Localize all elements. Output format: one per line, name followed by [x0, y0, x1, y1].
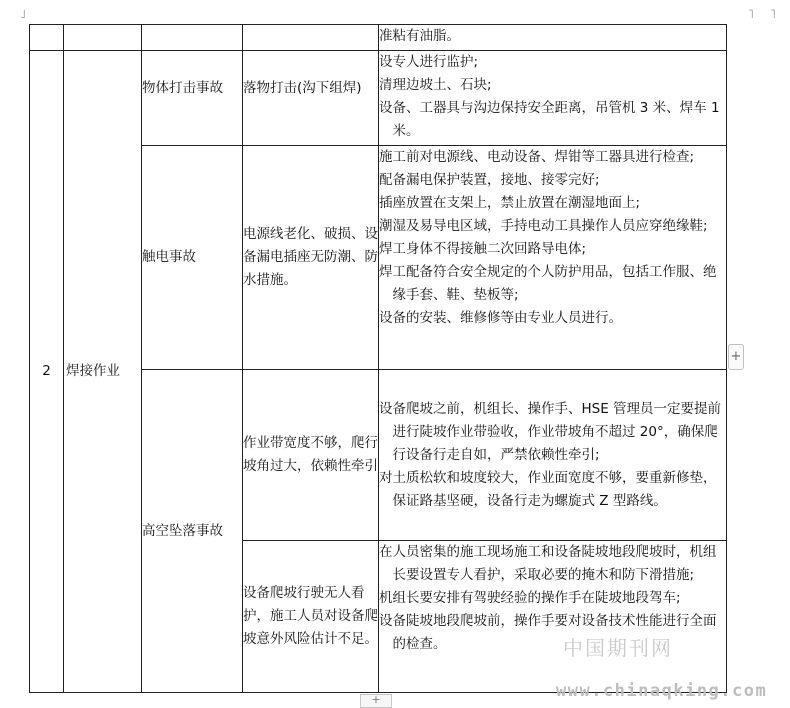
watermark-url: www.chinaqking.com	[556, 681, 768, 701]
row-number: 2	[30, 51, 64, 693]
measure-item: 设备陡坡地段爬坡前，操作手要对设备技术性能进行全面的检查。	[379, 613, 717, 652]
accident-type: 触电事故	[142, 146, 243, 370]
measures-cell	[379, 146, 727, 370]
measures-cell	[379, 370, 727, 541]
cell-empty	[64, 25, 142, 51]
measure-item: 设备、工器具与沟边保持安全距离，吊管机 3 米、焊车 1 米。	[379, 100, 720, 139]
measure-item: 在人员密集的施工现场施工和设备陡坡地段爬坡时，机组长要设置专人看护，采取必要的掩木和防下滑措施;	[379, 544, 717, 583]
accident-type: 高空坠落事故	[142, 370, 243, 693]
risk-cause: 设备爬坡行驶无人看护，施工人员对设备爬坡意外风险估计不足。	[243, 541, 379, 693]
measure-item: 设专人进行监护;	[379, 54, 479, 70]
add-column-button[interactable]: +	[360, 694, 392, 708]
add-row-button[interactable]: +	[728, 344, 744, 370]
measure-item: 机组长要安排有驾驶经验的操作手在陡坡地段驾车;	[379, 590, 681, 606]
measure-item: 配备漏电保护装置，接地、接零完好;	[379, 172, 600, 188]
accident-type: 物体打击事故	[142, 51, 243, 146]
corner-mark-far-right: ˥	[770, 7, 776, 21]
risk-cause: 电源线老化、破损、设备漏电插座无防潮、防水措施。	[243, 146, 379, 370]
corner-mark-top-right: ˥	[748, 7, 754, 21]
measure-item: 对土质松软和坡度较大，作业面宽度不够，要重新修垫，保证路基坚硬，设备行走为螺旋式 Z 型路线。	[379, 469, 717, 509]
measure-item: 清理边坡土、石块;	[379, 77, 492, 93]
measure-item: 插座放置在支架上，禁止放置在潮湿地面上;	[379, 195, 641, 211]
watermark-logo: 中国期刊网	[563, 636, 673, 660]
table-row-previous	[30, 25, 727, 51]
measure-item: 潮湿及易导电区域，手持电动工具操作人员应穿绝缘鞋;	[379, 218, 708, 234]
corner-mark-top-left: ˩	[20, 7, 26, 21]
operation-name: 焊接作业	[64, 51, 142, 693]
measures-cell	[379, 25, 727, 51]
risk-table	[29, 24, 727, 693]
cell-empty	[142, 25, 243, 51]
measure-item: 准粘有油脂。	[379, 28, 460, 44]
measures-cell	[379, 541, 727, 693]
measure-item: 设备的安装、维修修等由专业人员进行。	[379, 310, 622, 326]
table-row	[30, 51, 727, 146]
measure-item: 焊工配备符合安全规定的个人防护用品，包括工作服、绝缘手套、鞋、垫板等;	[379, 264, 717, 303]
risk-cause: 落物打击(沟下组焊)	[243, 51, 379, 146]
measures-cell	[379, 51, 727, 146]
risk-cause: 作业带宽度不够，爬行坡角过大，依赖性牵引	[243, 370, 379, 541]
measure-item: 焊工身体不得接触二次回路导电体;	[379, 241, 587, 257]
measure-item: 设备爬坡之前，机组长、操作手、HSE 管理员一定要提前进行陡坡作业带验收，作业带坡角不超过 20°，确保爬行设备行走自如，严禁依赖性牵引;	[379, 400, 722, 463]
cell-empty	[243, 25, 379, 51]
measure-item: 施工前对电源线、电动设备、焊钳等工器具进行检查;	[379, 149, 695, 165]
cell-empty	[30, 25, 64, 51]
